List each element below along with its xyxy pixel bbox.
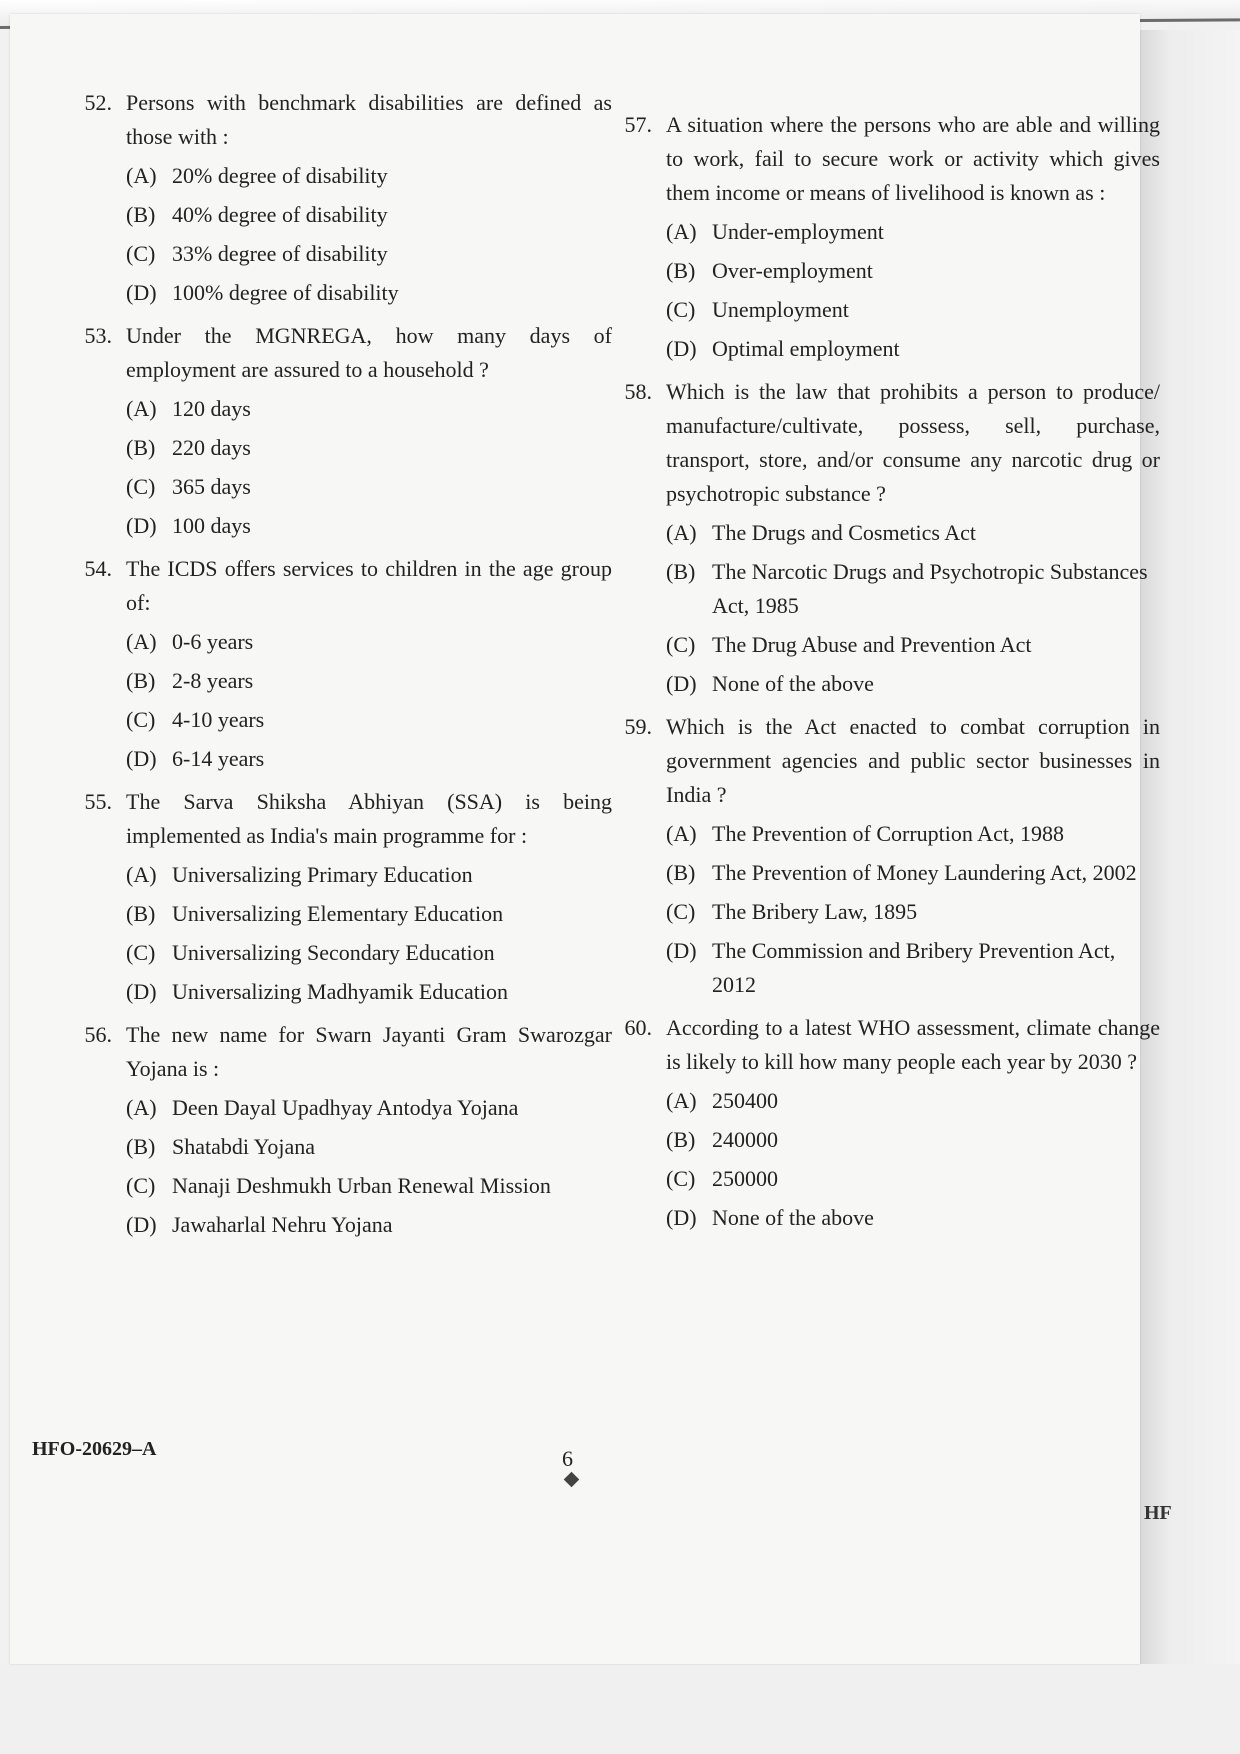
answer-option: [126, 1091, 612, 1125]
answer-option: [126, 159, 612, 193]
option-text: 220 days: [172, 435, 251, 460]
answer-option: [126, 237, 612, 271]
option-text: Universalizing Primary Education: [172, 862, 473, 887]
left-column: [60, 86, 612, 1251]
option-text: 240000: [712, 1127, 778, 1152]
answer-option: [666, 215, 1160, 249]
answer-option: [666, 555, 1160, 623]
answer-option: [126, 936, 612, 970]
option-label: (D): [126, 280, 157, 305]
option-label: (C): [666, 1166, 696, 1191]
option-label: (A): [126, 1095, 157, 1120]
answer-option: [666, 1201, 1160, 1235]
option-label: (B): [126, 668, 156, 693]
option-text: Over-employment: [712, 258, 873, 283]
question-body: [666, 1011, 1160, 1240]
question-text: The ICDS offers services to children in the age group of:: [126, 556, 612, 615]
question-item: [600, 375, 1160, 706]
question-number: 55.: [84, 789, 112, 814]
question-body: [666, 108, 1160, 371]
question-item: [60, 552, 612, 781]
question-number: 53.: [84, 323, 112, 348]
option-text: The Commission and Bribery Prevention Act, 2012: [712, 938, 1116, 997]
option-text: Deen Dayal Upadhyay Antodya Yojana: [172, 1095, 519, 1120]
option-text: 250400: [712, 1088, 778, 1113]
option-label: (B): [666, 860, 696, 885]
option-label: (A): [666, 1088, 697, 1113]
answer-option: [126, 975, 612, 1009]
answer-option: [666, 254, 1160, 288]
option-label: (D): [126, 1212, 157, 1237]
answer-option: [666, 817, 1160, 851]
option-label: (B): [126, 901, 156, 926]
answer-option: [666, 628, 1160, 662]
option-text: 20% degree of disability: [172, 163, 388, 188]
answer-option: [126, 858, 612, 892]
option-text: None of the above: [712, 671, 874, 696]
answer-option: [666, 1162, 1160, 1196]
answer-option: [126, 431, 612, 465]
right-column: [600, 108, 1160, 1244]
question-number: 58.: [624, 379, 652, 404]
question-item: [60, 1018, 612, 1247]
option-label: (C): [126, 707, 156, 732]
question-text: Persons with benchmark disabilities are defined as those with :: [126, 90, 612, 149]
question-text: According to a latest WHO assessment, climate change is likely to kill how many people each year by 2030 ?: [666, 1015, 1160, 1074]
answer-option: [666, 667, 1160, 701]
option-text: 100% degree of disability: [172, 280, 399, 305]
option-text: 6-14 years: [172, 746, 265, 771]
question-item: [600, 1011, 1160, 1240]
question-text: The new name for Swarn Jayanti Gram Swarozgar Yojana is :: [126, 1022, 612, 1081]
option-label: (C): [126, 474, 156, 499]
option-label: (D): [666, 671, 697, 696]
option-text: 4-10 years: [172, 707, 265, 732]
answer-option: [666, 332, 1160, 366]
question-body: [126, 319, 612, 548]
bottom-margin: [0, 1664, 1240, 1754]
option-label: (B): [126, 202, 156, 227]
option-text: Optimal employment: [712, 336, 900, 361]
question-number: 57.: [624, 112, 652, 137]
option-text: The Narcotic Drugs and Psychotropic Substances Act, 1985: [712, 559, 1148, 618]
answer-option: [126, 897, 612, 931]
option-label: (C): [666, 297, 696, 322]
answer-option: [666, 1084, 1160, 1118]
question-text: Which is the Act enacted to combat corruption in government agencies and public sector businesses in India ?: [666, 714, 1160, 807]
option-label: (C): [666, 899, 696, 924]
answer-option: [126, 392, 612, 426]
option-label: (C): [126, 1173, 156, 1198]
answer-option: [126, 470, 612, 504]
answer-option: [666, 934, 1160, 1002]
question-item: [60, 319, 612, 548]
option-label: (D): [126, 746, 157, 771]
answer-option: [666, 516, 1160, 550]
option-label: (D): [666, 1205, 697, 1230]
option-label: (A): [666, 821, 697, 846]
answer-option: [126, 742, 612, 776]
question-number: 56.: [84, 1022, 112, 1047]
answer-option: [126, 509, 612, 543]
option-label: (B): [666, 559, 696, 584]
question-item: [60, 86, 612, 315]
question-item: [60, 785, 612, 1014]
option-label: (B): [126, 1134, 156, 1159]
option-label: (D): [666, 938, 697, 963]
answer-option: [666, 895, 1160, 929]
option-label: (A): [126, 629, 157, 654]
option-text: 365 days: [172, 474, 251, 499]
answer-option: [126, 664, 612, 698]
question-number: 54.: [84, 556, 112, 581]
question-text: Which is the law that prohibits a person to produce/ manufacture/cultivate, possess, sell, purchase, transport, store, and/or consume any narcotic drug or psychotropic substance ?: [666, 379, 1160, 506]
option-label: (C): [126, 241, 156, 266]
question-number: 52.: [84, 90, 112, 115]
option-text: 0-6 years: [172, 629, 254, 654]
option-label: (A): [126, 163, 157, 188]
page-number: 6: [562, 1446, 573, 1471]
answer-option: [666, 856, 1160, 890]
option-label: (D): [126, 979, 157, 1004]
paper-code: HFO-20629–A: [32, 1438, 157, 1460]
option-text: None of the above: [712, 1205, 874, 1230]
option-text: 33% degree of disability: [172, 241, 388, 266]
option-label: (C): [666, 632, 696, 657]
option-text: 100 days: [172, 513, 251, 538]
question-body: [126, 1018, 612, 1247]
option-text: 120 days: [172, 396, 251, 421]
answer-option: [126, 625, 612, 659]
next-page-edge-text: HF: [1144, 1502, 1172, 1524]
answer-option: [126, 703, 612, 737]
option-text: The Drug Abuse and Prevention Act: [712, 632, 1032, 657]
answer-option: [126, 276, 612, 310]
question-body: [126, 552, 612, 781]
option-text: Universalizing Secondary Education: [172, 940, 495, 965]
question-item: [600, 710, 1160, 1007]
option-text: Unemployment: [712, 297, 849, 322]
option-text: The Prevention of Corruption Act, 1988: [712, 821, 1064, 846]
option-text: Jawaharlal Nehru Yojana: [172, 1212, 393, 1237]
option-text: Under-employment: [712, 219, 884, 244]
option-text: The Drugs and Cosmetics Act: [712, 520, 976, 545]
question-body: [666, 710, 1160, 1007]
option-label: (B): [666, 1127, 696, 1152]
option-label: (C): [126, 940, 156, 965]
option-text: The Prevention of Money Laundering Act, 2002: [712, 860, 1137, 885]
option-label: (A): [666, 520, 697, 545]
option-text: Nanaji Deshmukh Urban Renewal Mission: [172, 1173, 551, 1198]
answer-option: [126, 1169, 612, 1203]
question-text: The Sarva Shiksha Abhiyan (SSA) is being implemented as India's main programme for :: [126, 789, 612, 848]
answer-option: [666, 293, 1160, 327]
question-text: Under the MGNREGA, how many days of employment are assured to a household ?: [126, 323, 612, 382]
question-text: A situation where the persons who are able and willing to work, fail to secure work or activity which gives them income or means of livelihood is known as :: [666, 112, 1160, 205]
option-text: 2-8 years: [172, 668, 254, 693]
answer-option: [666, 1123, 1160, 1157]
question-body: [126, 785, 612, 1014]
option-text: Universalizing Elementary Education: [172, 901, 504, 926]
option-label: (B): [126, 435, 156, 460]
option-label: (A): [666, 219, 697, 244]
question-number: 60.: [624, 1015, 652, 1040]
answer-option: [126, 1130, 612, 1164]
answer-option: [126, 1208, 612, 1242]
option-label: (A): [126, 862, 157, 887]
question-body: [126, 86, 612, 315]
option-text: Universalizing Madhyamik Education: [172, 979, 509, 1004]
option-label: (D): [666, 336, 697, 361]
option-label: (D): [126, 513, 157, 538]
answer-option: [126, 198, 612, 232]
question-item: [600, 108, 1160, 371]
option-label: (B): [666, 258, 696, 283]
option-text: The Bribery Law, 1895: [712, 899, 918, 924]
option-text: 250000: [712, 1166, 778, 1191]
question-body: [666, 375, 1160, 706]
option-text: 40% degree of disability: [172, 202, 388, 227]
option-label: (A): [126, 396, 157, 421]
option-text: Shatabdi Yojana: [172, 1134, 315, 1159]
question-number: 59.: [624, 714, 652, 739]
